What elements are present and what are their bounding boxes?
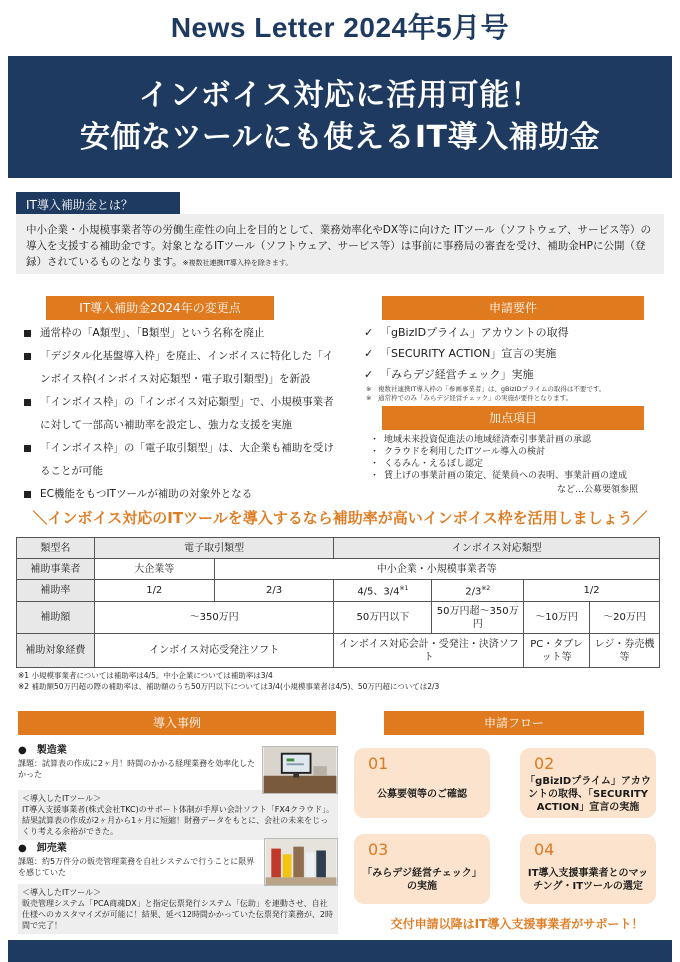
list-item: ・ くるみん・えるぼし認定 (370, 459, 484, 469)
list-item: 「インボイス枠」の「電子取引類型」は、大企業も補助を受けることが可能 (22, 437, 340, 483)
list-item: 「デジタル化基盤導入枠」を廃止、インボイスに特化した「インボイス枠(インボイス対応類型・電子取引類型)」を新設 (22, 345, 340, 391)
flow-step-number: 03 (368, 840, 389, 859)
footer-bar (8, 940, 672, 962)
list-item: ✓ 「みらデジ経営チェック」実施 (364, 364, 664, 385)
hero-line-1: インボイス対応に活用可能！ (138, 78, 542, 113)
products-photo (264, 838, 338, 886)
office-photo (262, 746, 338, 794)
list-item: EC機能をもつITツールが補助の対象外となる (22, 483, 340, 506)
case-industry: 卸売業 (36, 843, 67, 854)
list-item: ・ 地域未来投資促進法の地域経済牽引事業計画の承認 (370, 435, 592, 445)
changes-list (22, 322, 340, 506)
table-row: 補助額 ～350万円 50万円以下 50万円超～350万円 ～10万円 ～20万円 (17, 602, 660, 634)
table-row: 類型名 電子取引類型 インボイス対応類型 (17, 538, 660, 559)
extras-note: など…公募要領参照 (556, 485, 638, 495)
extras-heading: 加点項目 (382, 406, 644, 430)
flow-step-card (354, 748, 490, 818)
requirements-list (364, 322, 664, 385)
newsletter-title: News Letter 2024年5月号 (170, 12, 510, 43)
table-row: 補助率 1/2 2/3 4/5、3/4$^{※1}$ 2/3$^{※2}$ 1/2 (17, 580, 660, 602)
check-icon: ✓ (364, 368, 374, 381)
changes-heading: IT導入補助金2024年の変更点 (46, 296, 274, 320)
check-icon: ✓ (364, 326, 374, 339)
case-tool: ＜導入したITツール＞ 販売管理システム「PCA商魂DX」と指定伝票発行システム「伝助」を連動させ、自社仕様へのカスタマイズが可能に！結果、延べ12時間かかっていた伝票発行業務が、2時間で完了！ (18, 884, 338, 934)
about-heading: IT導入補助金とは？ (16, 192, 180, 217)
hero-line-2: 安価なツールにも使えるIT導入補助金 (79, 120, 601, 155)
slogan: ＼インボイス対応のITツールを導入するなら補助率が高いインボイス枠を活用しましょう／ (32, 509, 648, 527)
table-row: 補助事業者 大企業等 中小企業・小規模事業者等 (17, 559, 660, 580)
requirements-heading: 申請要件 (382, 296, 644, 320)
flow-step-number: 02 (534, 754, 555, 773)
list-item: 通常枠の「A類型」、「B類型」という名称を廃止 (22, 322, 340, 345)
flow-step-number: 01 (368, 754, 389, 773)
case-issue: 課題：試算表の作成に2ヶ月！時間のかかる経理業務を効率化したかった (18, 759, 256, 779)
table-notes: ※1 小規模事業者については補助率は4/5。中小企業については補助率は3/4 ※2 補助額50万円超の際の補助率は、補助額のうち50万円以下については3/4(小規模事業者は4/5)、50万円超については2/3 (18, 671, 440, 691)
case-industry: 製造業 (36, 745, 67, 756)
list-item: ・ クラウドを利用したITツール導入の検討 (370, 447, 545, 457)
flow-heading: 申請フロー (384, 711, 644, 735)
about-body: 中小企業・小規模事業者等の労働生産性の向上を目的として、業務効率化やDX等に向けた ITツール（ソフトウェア、サービス等）の導入を支援する補助金です。対象となるITツール（ソフトウェア、サービス等）は事前に事務局の審査を受け、補助金HPに公開（登録）されているものとなります。 (26, 224, 651, 268)
about-box (16, 214, 664, 274)
hero-banner (8, 56, 672, 178)
case-tool: ＜導入したITツール＞ IT導入支援事業者(株式会社TKC)のサポート体制が手厚い会計ソフト「FX4クラウド」。結果試算表の作成が2ヶ月から1ヶ月に短縮！財務データをもとに、会社の未来をじっくり考える余裕ができた。 (18, 790, 338, 840)
flow-step-card (354, 834, 490, 904)
bullet-icon: ● (18, 745, 27, 756)
about-note: ※複数社連携IT導入枠を除きます。 (182, 259, 293, 267)
flow-step-number: 04 (534, 840, 555, 859)
extras-list (370, 434, 670, 482)
flow-step-text: 「みらデジ経営チェック」の実施 (362, 868, 482, 892)
flow-step-text: 公募要領等のご確認 (377, 788, 467, 800)
list-item: 「インボイス枠」の「インボイス対応類型」で、小規模事業者に対して一部高い補助率を設定し、強力な支援を実施 (22, 391, 340, 437)
requirements-notes: ※ 複数社連携IT導入枠の「参画事業者」は、gBizIDプライムの取得は不要です。 ※ 通常枠でのみ「みらデジ経営チェック」の実施が要件となります。 (366, 385, 606, 402)
cases-heading: 導入事例 (18, 711, 336, 735)
case-issue: 課題：約5万件分の販売管理業務を自社システムで行うことに限界を感じていた (18, 857, 255, 877)
flow-step-text: IT導入支援事業者とのマッチング・ITツールの選定 (527, 868, 649, 892)
bullet-icon: ● (18, 843, 27, 854)
list-item: ✓ 「gBizIDプライム」アカウントの取得 (364, 322, 664, 343)
list-item: ・ 賃上げの事業計画の策定、従業員への表明、事業計画の達成 (370, 471, 628, 481)
flow-step-card (520, 748, 656, 818)
subsidy-table (16, 537, 660, 668)
flow-step-text: 「gBizIDプライム」アカウントの取得、「SECURITY ACTION」宣言の実施 (525, 775, 651, 813)
flow-note: 交付申請以降はIT導入支援事業者がサポート！ (390, 917, 644, 931)
check-icon: ✓ (364, 347, 374, 360)
table-row: 補助対象経費 インボイス対応受発注ソフト インボイス対応会計・受発注・決済ソフト PC・タブレット等 レジ・券売機等 (17, 634, 660, 668)
list-item: ✓ 「SECURITY ACTION」宣言の実施 (364, 343, 664, 364)
flow-step-card (520, 834, 656, 904)
